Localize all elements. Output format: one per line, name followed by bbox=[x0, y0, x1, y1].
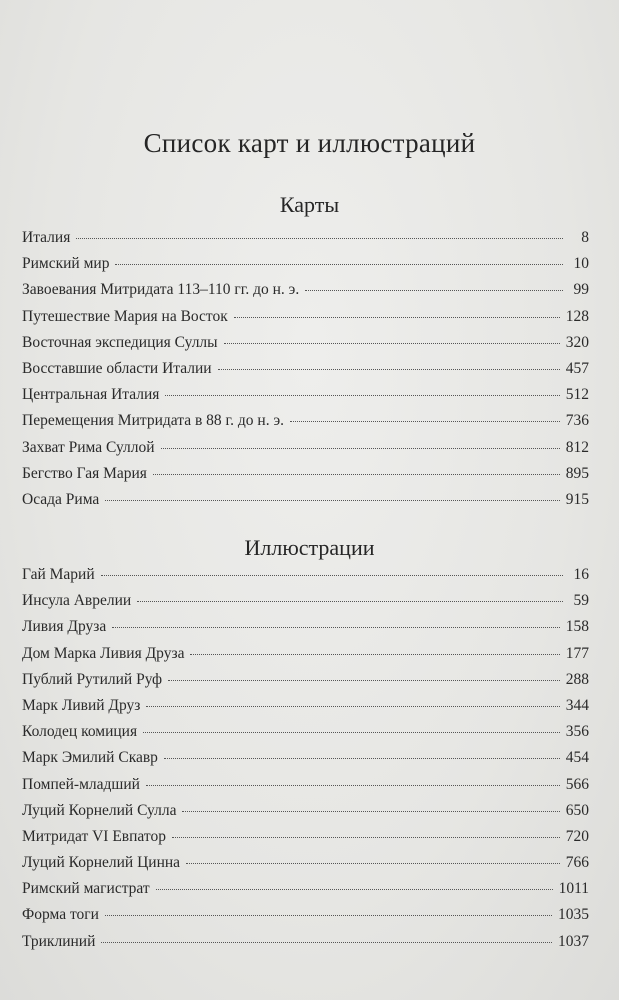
list-item bbox=[22, 828, 589, 854]
entry-page-number: 10 bbox=[573, 255, 589, 273]
entry-label: Луций Корнелий Цинна bbox=[22, 854, 181, 872]
entry-label: Митридат VI Евпатор bbox=[22, 827, 166, 845]
list-item bbox=[22, 723, 589, 749]
entry-label: Ливия Друза bbox=[22, 618, 107, 636]
dot-leader bbox=[105, 500, 559, 501]
entry-page-number: 128 bbox=[565, 307, 589, 325]
dot-leader bbox=[190, 654, 559, 655]
list-item bbox=[22, 308, 589, 334]
dot-leader bbox=[112, 627, 559, 628]
entry-page-number: 177 bbox=[565, 644, 589, 662]
list-item bbox=[22, 491, 589, 517]
entry-label: Перемещения Митридата в 88 г. до н. э. bbox=[22, 412, 284, 430]
list-item bbox=[22, 255, 589, 281]
list-item bbox=[22, 749, 589, 775]
dot-leader bbox=[164, 758, 560, 759]
entry-label: Осада Рима bbox=[22, 490, 100, 508]
entry-label: Путешествие Мария на Восток bbox=[22, 307, 228, 325]
list-item bbox=[22, 906, 589, 932]
dot-leader bbox=[105, 915, 552, 916]
entry-page-number: 1011 bbox=[558, 880, 589, 898]
entry-label: Восставшие области Италии bbox=[22, 359, 212, 377]
entry-page-number: 158 bbox=[565, 618, 589, 636]
list-item bbox=[22, 566, 589, 592]
dot-leader bbox=[172, 837, 560, 838]
dot-leader bbox=[153, 474, 560, 475]
list-item bbox=[22, 671, 589, 697]
dot-leader bbox=[224, 343, 560, 344]
entry-label: Помпей-младший bbox=[22, 775, 140, 793]
list-item bbox=[22, 880, 589, 906]
list-item bbox=[22, 281, 589, 307]
dot-leader bbox=[165, 395, 559, 396]
illustrations-list bbox=[22, 566, 589, 959]
dot-leader bbox=[156, 889, 553, 890]
entry-label: Завоевания Митридата 113–110 гг. до н. э. bbox=[22, 281, 300, 299]
dot-leader bbox=[161, 448, 560, 449]
list-item bbox=[22, 854, 589, 880]
entry-page-number: 454 bbox=[565, 749, 589, 767]
entry-label: Триклиний bbox=[22, 932, 96, 950]
dot-leader bbox=[101, 942, 552, 943]
list-item bbox=[22, 360, 589, 386]
dot-leader bbox=[101, 575, 563, 576]
entry-page-number: 1037 bbox=[558, 932, 589, 950]
entry-page-number: 1035 bbox=[558, 906, 589, 924]
dot-leader bbox=[115, 264, 563, 265]
entry-page-number: 650 bbox=[565, 801, 589, 819]
entry-page-number: 895 bbox=[565, 464, 589, 482]
dot-leader bbox=[218, 369, 560, 370]
entry-page-number: 16 bbox=[573, 566, 589, 583]
list-item bbox=[22, 592, 589, 618]
entry-page-number: 8 bbox=[581, 229, 589, 246]
entry-label: Дом Марка Ливия Друза bbox=[22, 644, 185, 662]
list-item bbox=[22, 802, 589, 828]
list-item bbox=[22, 933, 589, 959]
entry-label: Центральная Италия bbox=[22, 386, 160, 404]
list-item bbox=[22, 412, 589, 438]
dot-leader bbox=[76, 238, 563, 239]
page-title: Список карт и иллюстраций bbox=[143, 128, 476, 158]
list-item bbox=[22, 465, 589, 491]
dot-leader bbox=[146, 706, 559, 707]
entry-page-number: 99 bbox=[573, 281, 589, 299]
list-item bbox=[22, 776, 589, 802]
entry-label: Колодец комиция bbox=[22, 723, 138, 741]
list-item bbox=[22, 645, 589, 671]
maps-section-heading: Карты bbox=[279, 192, 340, 217]
entry-page-number: 766 bbox=[565, 854, 589, 872]
entry-page-number: 915 bbox=[565, 490, 589, 508]
entry-label: Марк Эмилий Скавр bbox=[22, 749, 158, 767]
entry-page-number: 320 bbox=[565, 333, 589, 351]
entry-label: Публий Рутилий Руф bbox=[22, 670, 163, 688]
maps-list bbox=[22, 229, 589, 517]
list-item bbox=[22, 697, 589, 723]
dot-leader bbox=[182, 811, 559, 812]
entry-label: Римский мир bbox=[22, 255, 110, 273]
entry-label: Бегство Гая Мария bbox=[22, 464, 147, 482]
entry-label: Инсула Аврелии bbox=[22, 592, 132, 610]
entry-page-number: 566 bbox=[565, 775, 589, 793]
list-item bbox=[22, 229, 589, 255]
entry-page-number: 356 bbox=[565, 723, 589, 741]
entry-page-number: 457 bbox=[565, 359, 589, 377]
dot-leader bbox=[186, 863, 560, 864]
list-item bbox=[22, 386, 589, 412]
dot-leader bbox=[305, 290, 563, 291]
entry-page-number: 736 bbox=[565, 412, 589, 430]
dot-leader bbox=[234, 317, 560, 318]
list-item bbox=[22, 618, 589, 644]
dot-leader bbox=[168, 680, 560, 681]
list-item bbox=[22, 439, 589, 465]
entry-label: Гай Марий bbox=[22, 566, 95, 583]
entry-label: Захват Рима Суллой bbox=[22, 438, 155, 456]
dot-leader bbox=[290, 421, 560, 422]
entry-page-number: 512 bbox=[565, 386, 589, 404]
entry-label: Римский магистрат bbox=[22, 880, 150, 898]
entry-label: Луций Корнелий Сулла bbox=[22, 801, 177, 819]
dot-leader bbox=[146, 785, 560, 786]
entry-label: Восточная экспедиция Суллы bbox=[22, 333, 218, 351]
entry-label: Форма тоги bbox=[22, 906, 99, 924]
entry-page-number: 59 bbox=[573, 592, 589, 610]
list-item bbox=[22, 334, 589, 360]
dot-leader bbox=[137, 601, 563, 602]
dot-leader bbox=[143, 732, 560, 733]
entry-label: Марк Ливий Друз bbox=[22, 696, 141, 714]
illustrations-section-heading: Иллюстрации bbox=[244, 535, 375, 560]
entry-label: Италия bbox=[22, 229, 71, 246]
entry-page-number: 720 bbox=[565, 827, 589, 845]
entry-page-number: 288 bbox=[565, 670, 589, 688]
entry-page-number: 812 bbox=[565, 438, 589, 456]
entry-page-number: 344 bbox=[565, 696, 589, 714]
